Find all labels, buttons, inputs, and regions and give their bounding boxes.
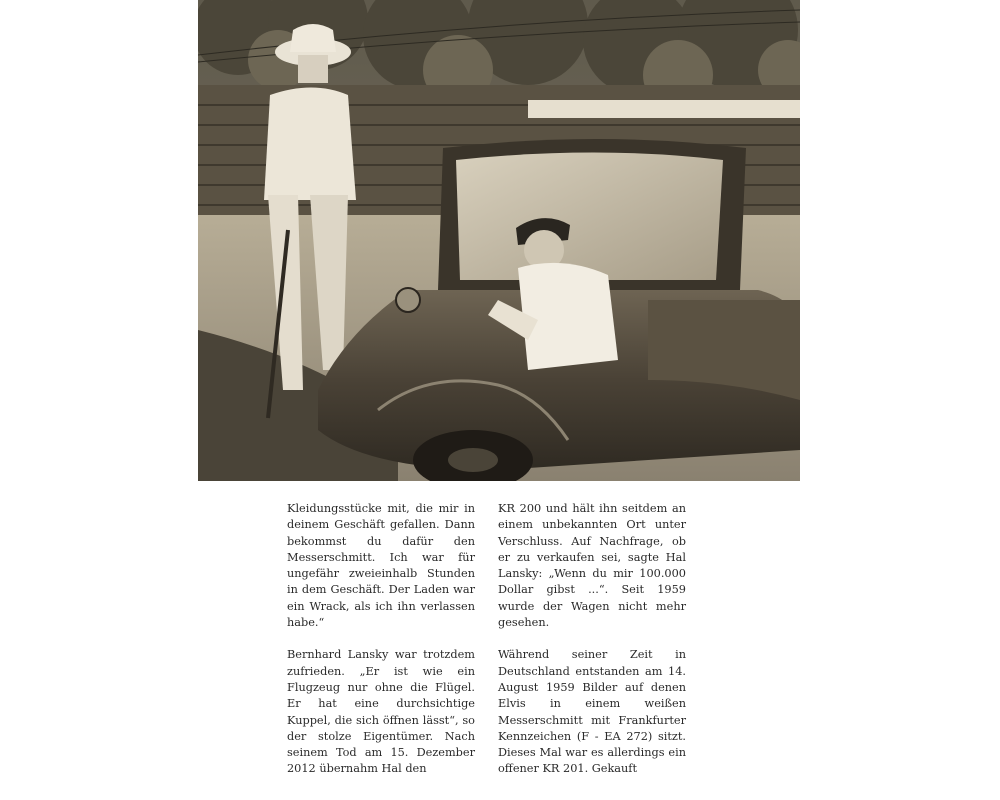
paragraph: Während seiner Zeit in Deutschland entstanden am 14. August 1959 Bilder auf denen Elvis in einem weißen Messerschmitt mit Frankfurter Kennzeichen (F - EA 272) sitzt. Dieses Mal war es allerdings ein offener KR 201. Gekauft: [498, 648, 686, 776]
photo-illustration: [198, 0, 800, 481]
text-column-right: [498, 501, 686, 778]
paragraph: Bernhard Lansky war trotzdem zufrieden. „Er ist wie ein Flugzeug nur ohne die Flügel. Er hat eine durchsichtige Kuppel, die sich öffnen lässt“, so der stolze Eigentümer. Nach seinem Tod am 15. Dezember 2012 übernahm Hal den: [287, 648, 475, 776]
paragraph: KR 200 und hält ihn seitdem an einem unbekannten Ort unter Verschluss. Auf Nachfrage, ob er zu verkaufen sei, sagte Hal Lansky: „Wenn du mir 100.000 Dollar gibst ...“. Seit 1959 wurde der Wagen nicht mehr gesehen.: [498, 502, 686, 630]
photo: [198, 0, 800, 481]
text-column-left: [287, 501, 475, 778]
paragraph: Kleidungsstücke mit, die mir in deinem Geschäft gefallen. Dann bekommst du dafür den Messerschmitt. Ich war für ungefähr zweieinhalb Stunden in dem Geschäft. Der Laden war ein Wrack, als ich ihn verlassen habe.“: [287, 502, 475, 630]
